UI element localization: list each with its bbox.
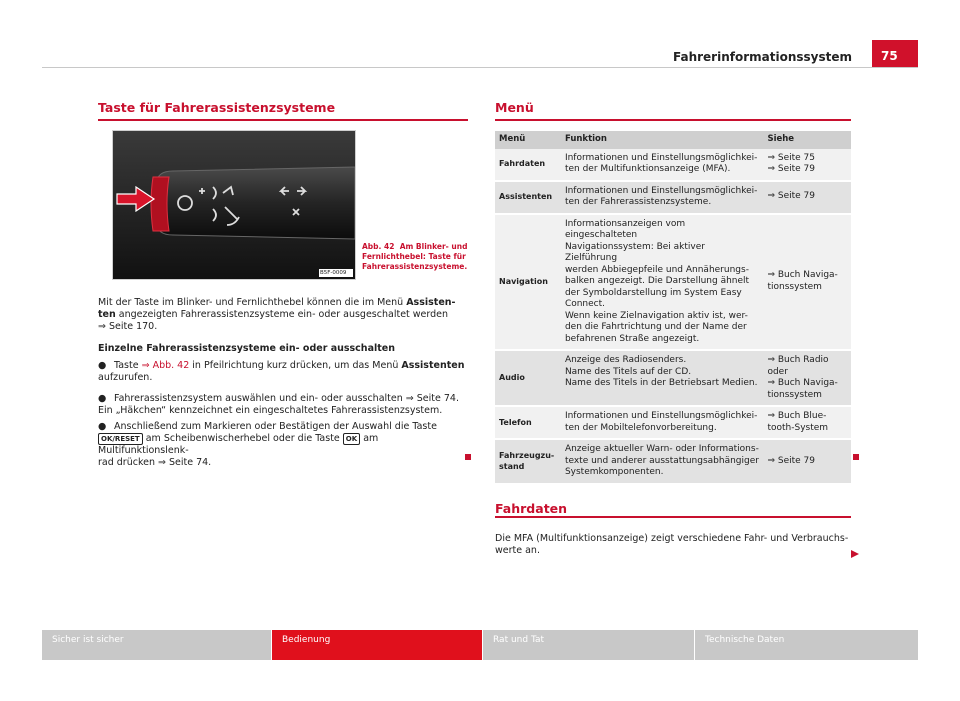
page-number: 75 <box>872 40 918 68</box>
intro-paragraph <box>98 297 470 333</box>
bullet3-text-c: am Multifunktionslenk- <box>98 433 379 456</box>
section-rule <box>495 119 851 121</box>
cell-function: Informationen und Einstellungsmöglichkei- ten der Fahrerassistenzsysteme. <box>561 181 764 214</box>
table-row <box>495 149 851 181</box>
figure-link[interactable]: ⇒ Abb. 42 <box>141 360 190 371</box>
intro-text-a: Mit der Taste im Blinker- und Fernlichthebel können die im Menü <box>98 297 407 308</box>
bullet-item-3 <box>98 421 470 469</box>
cell-menu: Audio <box>495 350 561 406</box>
end-of-section-icon <box>853 454 859 460</box>
bullet-item-2 <box>98 393 470 417</box>
header-cell-function: Funktion <box>561 131 764 149</box>
cell-see[interactable]: ⇒ Seite 79 <box>763 439 851 484</box>
cell-function: Informationen und Einstellungsmöglichkei- ten der Multifunktionsanzeige (MFA). <box>561 149 764 181</box>
ok-key-icon: OK <box>343 433 360 445</box>
header-rule <box>42 67 918 68</box>
cell-menu: Fahrdaten <box>495 149 561 181</box>
section-rule <box>98 119 468 121</box>
bullet2-text-b: Ein „Häkchen“ kennzeichnet ein eingeschaltetes Fahrerassistenzsystem. <box>98 405 443 416</box>
cell-see[interactable]: ⇒ Buch Blue- tooth-System <box>763 406 851 439</box>
footer-tab-safety[interactable]: Sicher ist sicher <box>42 630 271 660</box>
cell-function: Anzeige aktueller Warn- oder Informations- texte und anderer ausstattungsabhängiger Systemkomponenten. <box>561 439 764 484</box>
cell-menu: Fahrzeugzu- stand <box>495 439 561 484</box>
bullet2-text-a: Fahrerassistenzsystem auswählen und ein- oder ausschalten ⇒ Seite 74. <box>114 393 459 404</box>
cell-see[interactable]: ⇒ Seite 75 ⇒ Seite 79 <box>763 149 851 181</box>
fahrdaten-paragraph: Die MFA (Multifunktionsanzeige) zeigt verschiedene Fahr- und Verbrauchs- werte an. <box>495 533 849 556</box>
table-header-row <box>495 131 851 149</box>
table-row <box>495 439 851 484</box>
bullet1-text-b: in Pfeilrichtung kurz drücken, um das Menü <box>189 360 402 371</box>
bullet-icon: ● <box>98 421 107 432</box>
caption-label: Abb. 42 <box>362 242 395 251</box>
bullet-item-1 <box>98 360 470 384</box>
continue-icon <box>850 549 860 559</box>
section-title-fahrdaten: Fahrdaten <box>495 501 568 516</box>
section-rule <box>495 516 851 518</box>
menu-table <box>495 131 851 485</box>
figure-caption <box>362 242 472 272</box>
cell-see[interactable]: ⇒ Buch Radio oder ⇒ Buch Naviga- tionssystem <box>763 350 851 406</box>
running-header-title: Fahrerinformationssystem <box>672 50 852 64</box>
menu-name-assistenten-2: Assistenten <box>401 360 465 371</box>
intro-page-ref: ⇒ Seite 170. <box>98 321 158 332</box>
bullet-icon: ● <box>98 393 107 404</box>
intro-text-d: angezeigten Fahrerassistenzsysteme ein- oder ausgeschaltet werden <box>115 309 449 320</box>
cell-function: Informationen und Einstellungsmöglichkei- ten der Mobiltelefonvorbereitung. <box>561 406 764 439</box>
cell-menu: Assistenten <box>495 181 561 214</box>
bullet3-text-d: rad drücken ⇒ Seite 74. <box>98 457 212 468</box>
table-row <box>495 350 851 406</box>
ok-reset-key-icon: OK/RESET <box>98 433 143 445</box>
bullet1-text-a: Taste <box>114 360 142 371</box>
end-of-section-icon <box>465 454 471 460</box>
section-title-assist-button: Taste für Fahrerassistenzsysteme <box>98 100 336 115</box>
table-row <box>495 406 851 439</box>
bullet3-text-a: Anschließend zum Markieren oder Bestätigen der Auswahl die Taste <box>114 421 437 432</box>
bullet1-text-d: aufzurufen. <box>98 372 153 383</box>
cell-menu: Navigation <box>495 214 561 351</box>
cell-menu: Telefon <box>495 406 561 439</box>
footer-tab-advice[interactable]: Rat und Tat <box>483 630 694 660</box>
header-cell-menu: Menü <box>495 131 561 149</box>
caption-text: Am Blinker- und Fernlichthebel: Taste für Fahrerassistenzsysteme. <box>362 242 468 271</box>
section-title-menu: Menü <box>495 100 534 115</box>
bullet-icon: ● <box>98 360 107 371</box>
cell-function: Informationsanzeigen vom eingeschalteten Navigationssystem: Bei aktiver Zielführung werden Abbiegepfeile und Annäherungs- balken angezeigt. Die Darstellung ähnelt der Symboldarstellung im System Easy Connect. Wenn keine Zielnavigation aktiv ist, wer- den die Fahrtrichtung und der Name der befahrenen Straße angezeigt. <box>561 214 764 351</box>
menu-name-assistenten: Assisten- <box>406 297 456 308</box>
menu-name-assistenten-cont: ten <box>98 309 116 320</box>
bullet3-text-b: am Scheibenwischerhebel oder die Taste <box>142 433 343 444</box>
footer-tab-operation[interactable]: Bedienung <box>272 630 482 660</box>
arrow-right-icon <box>116 186 156 212</box>
subheading: Einzelne Fahrerassistenzsysteme ein- oder ausschalten <box>98 343 395 354</box>
table-row <box>495 214 851 351</box>
cell-see[interactable]: ⇒ Buch Naviga- tionssystem <box>763 214 851 351</box>
header-cell-see: Siehe <box>763 131 851 149</box>
footer-tab-technical[interactable]: Technische Daten <box>695 630 918 660</box>
cell-see[interactable]: ⇒ Seite 79 <box>763 181 851 214</box>
table-row <box>495 181 851 214</box>
cell-function: Anzeige des Radiosenders. Name des Titels auf der CD. Name des Titels in der Betriebsart Medien. <box>561 350 764 406</box>
figure-code: B5F-0009 <box>320 270 347 276</box>
